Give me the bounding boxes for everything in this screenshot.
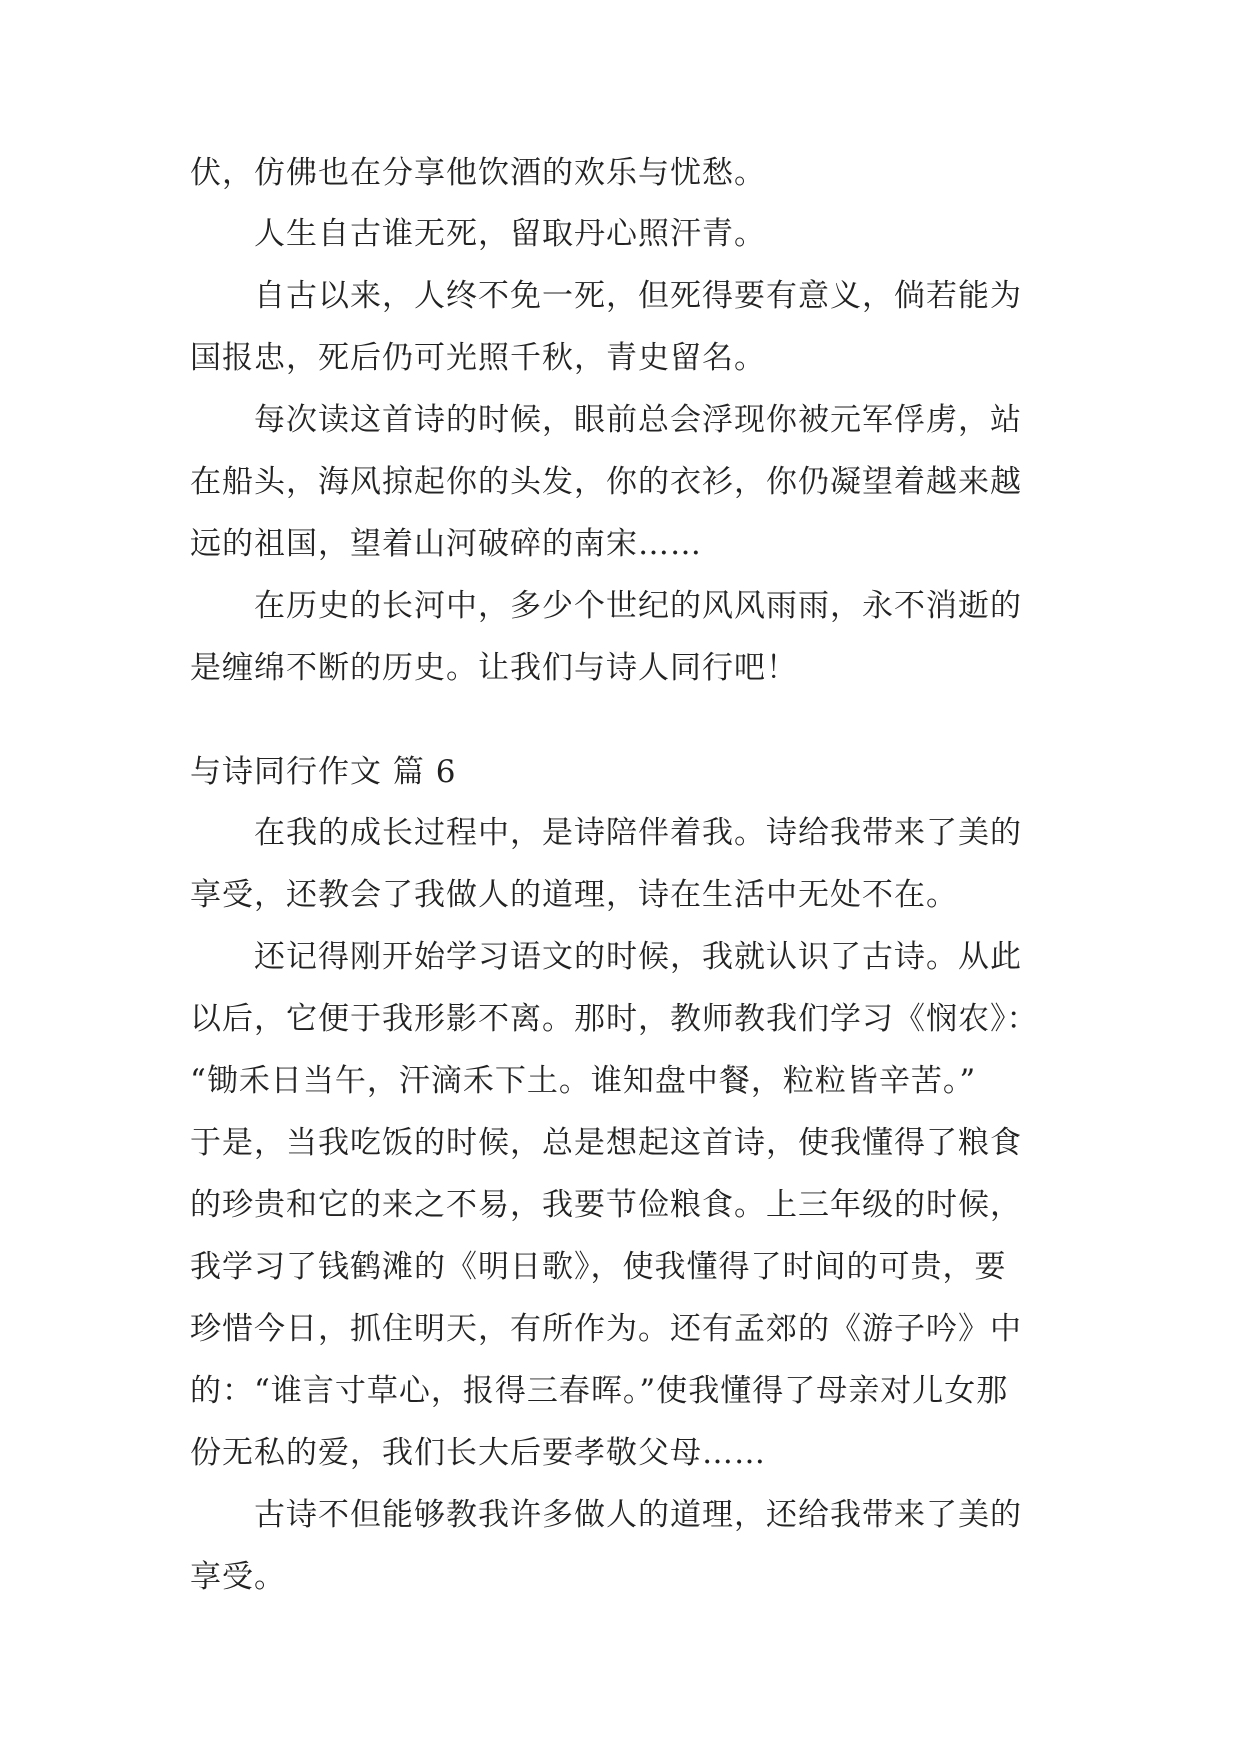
paragraph-line: 在历史的长河中，多少个世纪的风风雨雨，永不消逝的 <box>254 588 1022 624</box>
paragraph-line: 古诗不但能够教我许多做人的道理，还给我带来了美的 <box>254 1497 1022 1533</box>
paragraph-line: 国报忠，死后仍可光照千秋，青史留名。 <box>190 340 766 376</box>
paragraph-line: 是缠绵不断的历史。让我们与诗人同行吧！ <box>190 650 798 686</box>
paragraph-line: 的：“谁言寸草心，报得三春晖。”使我懂得了母亲对儿女那 <box>190 1373 1009 1409</box>
paragraph-line: 我学习了钱鹤滩的《明日歌》，使我懂得了时间的可贵，要 <box>190 1249 1007 1285</box>
paragraph-line: 还记得刚开始学习语文的时候，我就认识了古诗。从此 <box>254 939 1022 975</box>
paragraph-line: 自古以来，人终不免一死，但死得要有意义，倘若能为 <box>254 278 1022 314</box>
paragraph-line: 珍惜今日，抓住明天，有所作为。还有孟郊的《游子吟》中 <box>190 1311 1022 1347</box>
paragraph-line: 享受。 <box>190 1559 286 1595</box>
section-heading: 与诗同行作文 篇 6 <box>190 754 457 790</box>
paragraph-line: 于是，当我吃饭的时候，总是想起这首诗，使我懂得了粮食 <box>190 1125 1022 1161</box>
paragraph-line: 每次读这首诗的时候，眼前总会浮现你被元军俘虏，站 <box>254 402 1022 438</box>
paragraph-line: 以后，它便于我形影不离。那时，教师教我们学习《悯农》： <box>190 1001 1039 1037</box>
paragraph-line: 远的祖国，望着山河破碎的南宋…… <box>190 526 702 562</box>
paragraph-line: 享受，还教会了我做人的道理，诗在生活中无处不在。 <box>190 877 958 913</box>
paragraph-line: 在船头，海风掠起你的头发，你的衣衫，你仍凝望着越来越 <box>190 464 1022 500</box>
paragraph-line: 份无私的爱，我们长大后要孝敬父母…… <box>190 1435 766 1471</box>
paragraph-line: 的珍贵和它的来之不易，我要节俭粮食。上三年级的时候， <box>190 1187 1022 1223</box>
paragraph-line: 在我的成长过程中，是诗陪伴着我。诗给我带来了美的 <box>254 815 1022 851</box>
paragraph-line: 伏，仿佛也在分享他饮酒的欢乐与忧愁。 <box>190 155 766 191</box>
paragraph-line: 人生自古谁无死，留取丹心照汗青。 <box>254 216 766 252</box>
paragraph-line: “锄禾日当午，汗滴禾下土。谁知盘中餐，粒粒皆辛苦。” <box>190 1063 977 1099</box>
